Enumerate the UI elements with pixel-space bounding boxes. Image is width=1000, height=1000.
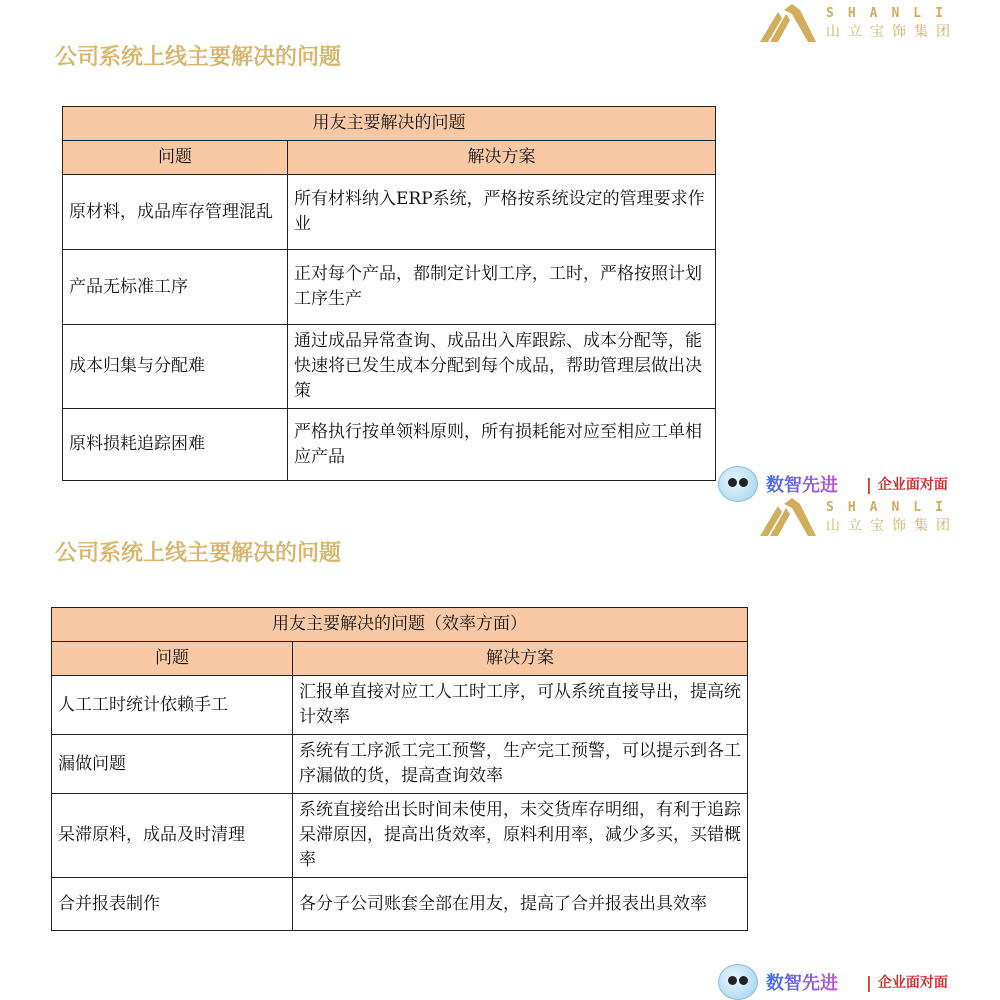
efficiency-table bbox=[51, 607, 748, 931]
solution-cell: 通过成品异常查询、成品出入库跟踪、成本分配等，能快速将已发生成本分配到每个成品，帮助管理层做出决策 bbox=[288, 325, 716, 409]
watermark-tag: 企业面对面 bbox=[877, 477, 948, 493]
solution-cell: 系统有工序派工完工预警，生产完工预警，可以提示到各工序漏做的货，提高查询效率 bbox=[293, 735, 748, 794]
col-problem: 问题 bbox=[63, 141, 288, 175]
watermark: 数智先进 | 企业面对面 bbox=[718, 466, 948, 502]
shanli-logo bbox=[756, 2, 958, 44]
solution-cell: 各分子公司账套全部在用友，提高了合并报表出具效率 bbox=[293, 878, 748, 931]
table-row bbox=[63, 325, 716, 409]
table-title: 用友主要解决的问题 bbox=[63, 107, 716, 141]
section-heading: 公司系统上线主要解决的问题 bbox=[55, 541, 342, 566]
mascot-icon bbox=[718, 964, 758, 1000]
problem-cell: 漏做问题 bbox=[52, 735, 293, 794]
table-row bbox=[52, 735, 748, 794]
watermark-brand: 数智先进 bbox=[766, 471, 838, 497]
table-row bbox=[63, 250, 716, 325]
col-problem: 问题 bbox=[52, 642, 293, 676]
table-row bbox=[52, 794, 748, 878]
solution-cell: 严格执行按单领料原则，所有损耗能对应至相应工单相应产品 bbox=[288, 409, 716, 481]
table-row bbox=[63, 175, 716, 250]
table-title: 用友主要解决的问题（效率方面） bbox=[52, 608, 748, 642]
mascot-icon bbox=[718, 466, 758, 502]
col-solution: 解决方案 bbox=[293, 642, 748, 676]
mountain-logo-icon bbox=[756, 496, 818, 538]
logo-en: SHANLI bbox=[826, 5, 957, 21]
section-heading: 公司系统上线主要解决的问题 bbox=[55, 45, 342, 70]
solution-cell: 系统直接给出长时间未使用，未交货库存明细，有利于追踪呆滞原因，提高出货效率，原料利用率，减少多买，买错概率 bbox=[293, 794, 748, 878]
solution-cell: 所有材料纳入ERP系统，严格按系统设定的管理要求作业 bbox=[288, 175, 716, 250]
problem-cell: 成本归集与分配难 bbox=[63, 325, 288, 409]
table-row bbox=[52, 878, 748, 931]
logo-en: SHANLI bbox=[826, 499, 957, 515]
watermark-brand: 数智先进 bbox=[766, 969, 838, 995]
problem-cell: 原料损耗追踪困难 bbox=[63, 409, 288, 481]
problem-cell: 产品无标准工序 bbox=[63, 250, 288, 325]
problems-table bbox=[62, 106, 716, 481]
watermark-tag: 企业面对面 bbox=[877, 975, 948, 991]
problem-cell: 合并报表制作 bbox=[52, 878, 293, 931]
table-row bbox=[52, 676, 748, 735]
col-solution: 解决方案 bbox=[288, 141, 716, 175]
problem-cell: 呆滞原料，成品及时清理 bbox=[52, 794, 293, 878]
problem-cell: 原材料，成品库存管理混乱 bbox=[63, 175, 288, 250]
watermark: 数智先进 | 企业面对面 bbox=[718, 964, 948, 1000]
mountain-logo-icon bbox=[756, 2, 818, 44]
table-row bbox=[63, 409, 716, 481]
solution-cell: 汇报单直接对应工人工时工序，可从系统直接导出，提高统计效率 bbox=[293, 676, 748, 735]
logo-cn: 山立宝饰集团 bbox=[826, 23, 958, 40]
shanli-logo bbox=[756, 496, 958, 538]
logo-cn: 山立宝饰集团 bbox=[826, 517, 958, 534]
solution-cell: 正对每个产品，都制定计划工序，工时，严格按照计划工序生产 bbox=[288, 250, 716, 325]
problem-cell: 人工工时统计依赖手工 bbox=[52, 676, 293, 735]
